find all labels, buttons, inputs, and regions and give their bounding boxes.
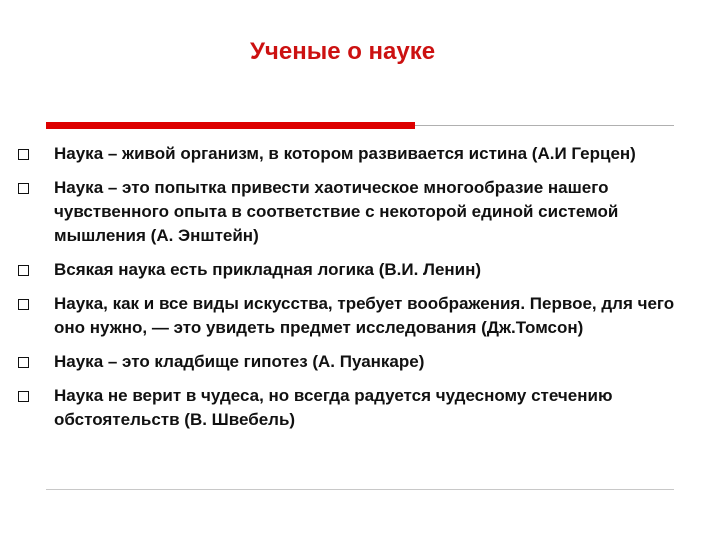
hollow-square-icon xyxy=(18,265,29,276)
quote-text: Наука, как и все виды искусства, требует воображения. Первое, для чего оно нужно, — это увидеть предмет исследования (Дж.Томсон) xyxy=(54,294,675,337)
bottom-divider-line xyxy=(46,489,674,490)
slide-title: Ученые о науке xyxy=(250,38,436,65)
title-accent-bar xyxy=(46,122,415,129)
quote-item-2 xyxy=(18,176,708,248)
quote-list xyxy=(18,142,708,442)
quote-text: Всякая наука есть прикладная логика (В.И. Ленин) xyxy=(54,260,482,279)
quote-text: Наука – живой организм, в котором развивается истина (А.И Герцен) xyxy=(54,144,636,163)
quote-text: Наука не верит в чудеса, но всегда радуется чудесному стечению обстоятельств (В. Швебель) xyxy=(54,386,613,429)
hollow-square-icon xyxy=(18,299,29,310)
quote-text: Наука – это кладбище гипотез (А. Пуанкаре) xyxy=(54,352,425,371)
hollow-square-icon xyxy=(18,391,29,402)
quote-item-4 xyxy=(18,292,708,340)
hollow-square-icon xyxy=(18,183,29,194)
quote-item-6 xyxy=(18,384,708,432)
quote-item-1 xyxy=(18,142,708,166)
hollow-square-icon xyxy=(18,149,29,160)
quote-item-5 xyxy=(18,350,708,374)
quote-item-3 xyxy=(18,258,708,282)
quote-text: Наука – это попытка привести хаотическое многообразие нашего чувственного опыта в соответствие с некоторой единой системой мышления (А. Энштейн) xyxy=(54,178,619,245)
hollow-square-icon xyxy=(18,357,29,368)
